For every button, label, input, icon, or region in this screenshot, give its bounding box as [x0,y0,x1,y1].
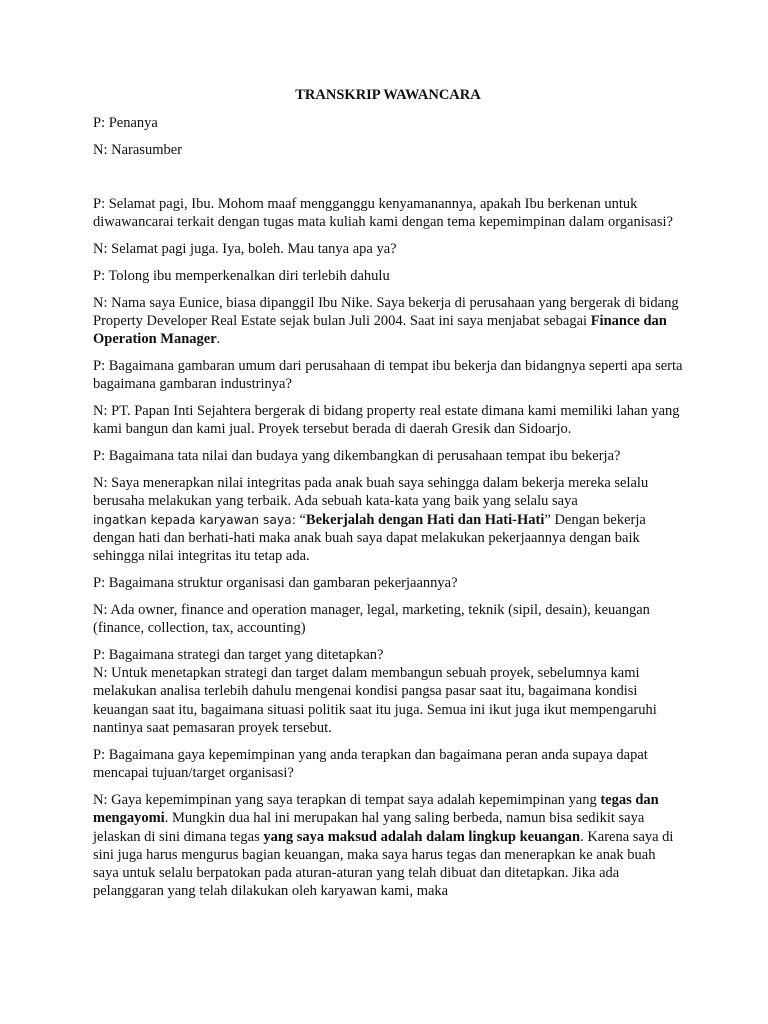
emphasis-bold: tegas dan mengayomi [93,791,659,827]
answer-text: N: Gaya kepemimpinan yang saya terapkan di tempat saya adalah kepemimpinan yang [93,791,601,808]
answer-paragraph: N: Selamat pagi juga. Iya, boleh. Mau tanya apa ya? [93,240,397,257]
question-paragraph: P: Bagaimana struktur organisasi dan gambaran pekerjaannya? [93,574,458,591]
answer-text-sans: ingatkan kepada karyawan saya: [93,512,296,527]
quote-mark: “ [295,511,306,528]
answer-text: N: Nama saya Eunice, biasa dipanggil Ibu Nike. Saya bekerja di perusahaan yang bergerak di bidang Property Developer Real Estate sejak bulan Juli 2004. Saat ini saya menjabat sebagai [93,294,679,329]
answer-text: . Karena saya di sini juga harus mengurus bagian keuangan, maka saya harus tegas dan menerapkan ke anak buah saya untuk selalu berpatokan pada aturan-aturan yang telah dibuat dan ditetapkan. Jika ada pelanggaran yang telah dilakukan oleh karyawan kami, maka [93,828,674,900]
question-paragraph: P: Bagaimana strategi dan target yang ditetapkan? [93,646,384,663]
answer-text: . Mungkin dua hal ini merupakan hal yang saling berbeda, namun bisa sedikit saya jelaskan di sini dimana tegas [93,810,645,845]
answer-paragraph [93,294,683,349]
legend-narasumber: N: Narasumber [93,142,182,159]
motto-bold: Bekerjalah dengan Hati dan Hati-Hati [305,511,545,528]
quote-mark: ” [544,511,551,528]
answer-paragraph: N: PT. Papan Inti Sejahtera bergerak di bidang property real estate dimana kami memiliki lahan yang kami bangun dan kami jual. Proyek tersebut berada di daerah Gresik dan Sidoarjo. [93,403,680,438]
answer-paragraph: N: Untuk menetapkan strategi dan target dalam membangun sebuah proyek, sebelumnya kami melakukan analisa terlebih dahulu mengenai kondisi pangsa pasar saat itu, bagaimana kondisi keuangan saat itu, bagaimana situasi politik saat itu juga. Semua ini ikut juga ikut mempengaruhi nantinya saat pemasaran proyek tersebut. [93,665,657,737]
answer-text: . [216,331,221,348]
answer-text: N: Saya menerapkan nilai integritas pada anak buah saya sehingga dalam bekerja mereka selalu berusaha melakukan yang terbaik. Ada sebuah kata-kata yang baik yang selalu saya [93,474,649,510]
question-paragraph: P: Tolong ibu memperkenalkan diri terlebih dahulu [93,267,390,284]
answer-text: Dengan bekerja dengan hati dan berhati-hati maka anak buah saya dapat melakukan pekerjaannya dengan baik sehingga nilai integritas itu tetap ada. [93,511,646,565]
answer-paragraph: N: Ada owner, finance and operation manager, legal, marketing, teknik (sipil, desain), keuangan (finance, collection, tax, accounting) [93,601,650,637]
answer-paragraph [93,474,683,565]
question-paragraph: P: Bagaimana tata nilai dan budaya yang dikembangkan di perusahaan tempat ibu bekerja? [93,448,621,465]
job-title-bold: Finance dan Operation Manager [93,312,667,348]
legend-penanya: P: Penanya [93,115,158,132]
answer-paragraph [93,791,683,901]
transcript-body [93,86,683,909]
question-paragraph: P: Selamat pagi, Ibu. Mohom maaf mengganggu kenyamanannya, apakah Ibu berkenan untuk diwawancarai terkait dengan tugas mata kuliah kami dengan tema kepemimpinan dalam organisasi? [93,195,673,231]
spacer [93,168,683,195]
document-title: TRANSKRIP WAWANCARA [295,87,481,103]
question-paragraph: P: Bagaimana gambaran umum dari perusahaan di tempat ibu bekerja dan bidangnya seperti apa serta bagaimana gambaran industrinya? [93,357,683,393]
emphasis-bold: yang saya maksud adalah dalam lingkup keuangan [263,828,581,845]
question-paragraph: P: Bagaimana gaya kepemimpinan yang anda terapkan dan bagaimana peran anda supaya dapat mencapai tujuan/target organisasi? [93,746,648,782]
